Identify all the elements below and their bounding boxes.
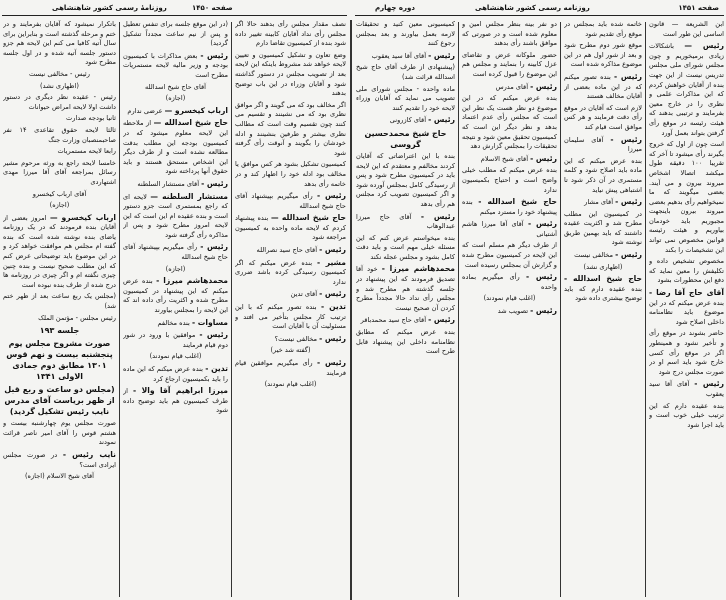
section-heading: جلسه ۱۹۳ bbox=[39, 326, 80, 336]
paragraph: بنده عرض میکنم که مطابق نظامنامه داخلی این پیشنهاد قابل طرح است bbox=[356, 328, 455, 356]
speech-text: آقای آقا سید یعقوب bbox=[649, 380, 724, 398]
speech-text: از طرف کمیسیون هم باید توضیح داده شود bbox=[123, 387, 228, 415]
speech-text: بنده پیشنهاد خود را مسترد میکنم bbox=[462, 198, 557, 216]
session-label: دوره چهارم bbox=[375, 4, 415, 12]
speech-text: بنده عقیده دارم که باید توضیح بیشتری داده شود bbox=[564, 284, 642, 303]
speech-text: رأی میگیریم بپیشنهاد آقای حاج شیخ اسدالله bbox=[123, 243, 228, 262]
centered-note: (گفته شد خیر) bbox=[270, 346, 311, 355]
speaker-name: رئیس - bbox=[317, 191, 346, 201]
paragraph bbox=[123, 51, 228, 81]
paragraph bbox=[356, 264, 455, 313]
paragraph: ثانیا بودجه صدارت bbox=[66, 114, 116, 123]
speech-text: بعض مذاکرات با کمیسیون بودجه و وزیر مالیه لایحه مستمریات مطرح است bbox=[123, 51, 228, 79]
paragraph: بنده عرض میکنم که در این موضوع دو نظر هست یک نظر این است که مجلس رأی عدم اعتماد بدهد و نظر دیگر این است که کمیسیون تحقیق معین شود و نتیجه تحقیقات را بمجلس گزارش دهد bbox=[462, 94, 557, 151]
speech-text: آقای حاج سید نصرالله bbox=[256, 246, 320, 255]
speech-text: آقای حاج میرزا عبدالوهاب bbox=[356, 212, 455, 231]
speech-text: لایحه ای که راجع بمستمری است جزو دستور است و بنده عقیده ام این است که این لایحه امروز مطرح شود و پس از مذاکره رأی گرفته شود bbox=[123, 192, 228, 239]
speaker-name: رئیس - bbox=[530, 306, 557, 316]
text-column-1 bbox=[3, 20, 116, 598]
speech-text: تصویب شد bbox=[497, 307, 531, 316]
paragraph: بنده میخواستم عرض کنم که این مسئله خیلی مهم است و باید دقت کامل بشود و مجلس عجله نکند bbox=[356, 233, 455, 261]
paragraph bbox=[123, 242, 228, 262]
speech-text: خود آقا تصدیق فرمودند که این پیشنهاد در جلسه گذشته هم مطرح شد و مجلس رأی نداد حالا مجدداً مطرح کردن آن صحیح نیست bbox=[356, 265, 455, 312]
speech-text: آقای حاج سید محمدباقر bbox=[360, 316, 429, 325]
speaker-name: محمدهاشم میرزا - bbox=[156, 276, 228, 286]
paragraph bbox=[462, 154, 557, 165]
speaker-name: ارباب کیخسرو — bbox=[164, 105, 228, 115]
left-page-number: صفحه ۱۴۵۰ bbox=[192, 4, 233, 12]
paragraph bbox=[3, 450, 116, 470]
paragraph: وضع تعاون و تشکیل کمیسیون و تعیین لایحه خواهد شد مشروط باینکه این لایحه بعد از تصویب مجلس در دستور گذاشته شود و آقایان وزراء در این باب توضیح بدهند bbox=[235, 50, 346, 98]
paragraph bbox=[462, 306, 557, 317]
paragraph bbox=[235, 334, 346, 345]
text-column-3 bbox=[235, 20, 346, 598]
paragraph: دو نفر بینه بنظر مجلس امین و معلوم شده است و در صورتی که موافق باشند رأی بدهند bbox=[462, 20, 557, 48]
paragraph: (پیشنهادی از طرف آقای حاج شیخ اسدالله قرائت شد) bbox=[356, 63, 455, 81]
speaker-name: رئیس - bbox=[200, 242, 228, 252]
speaker-name: رئیس - bbox=[694, 379, 724, 389]
paragraph bbox=[3, 213, 116, 291]
paragraph bbox=[123, 318, 228, 329]
paragraph: نصف مقدار مجلس رأی بدهند حالا اگر مجلس رأی نداد آقایان کابینه تغییر داده شود بنده از کمیسیون تقاضا دارم bbox=[235, 20, 346, 48]
speaker-name: حاج شیخ اسدالله — bbox=[153, 118, 228, 128]
paragraph bbox=[564, 72, 642, 102]
paragraph bbox=[123, 386, 228, 416]
speaker-name: رئیس - bbox=[525, 272, 557, 282]
text-column-4 bbox=[356, 20, 455, 598]
paragraph bbox=[235, 191, 346, 211]
speaker-name: رئیس - bbox=[614, 71, 642, 81]
centered-note: آقای شیخ الاسلام (اجازه) bbox=[24, 472, 95, 481]
speaker-name: رئیس - bbox=[201, 178, 228, 188]
paragraph bbox=[235, 302, 346, 332]
paragraph: حاضر بشوند در موقع رأی و تأخیر نشود و همینطور اگر در موقع رأی کسی خارج شود باید اسم او در صورت مجلس درج شود bbox=[649, 329, 724, 376]
speaker-name: مشیر - bbox=[317, 257, 346, 267]
speech-text: رأی میگیریم بپیشنهاد آقای حاج شیخ اسدالله bbox=[235, 192, 346, 210]
centered-note: (اجازه) bbox=[165, 94, 186, 103]
paragraph: باتکرار نمیشود که آقایان بفرمایند و در ختم و مرحله گذشته است و بنابراین برای سال آتیه کافیا می کنم این لایحه هم جزو دستور جلسه آتیه شده و در اول جلسه مطرح شود bbox=[3, 20, 116, 67]
speaker-name: رئیس — bbox=[684, 41, 724, 51]
speaker-name: ارباب کیخسرو — bbox=[49, 212, 116, 222]
speaker-name: رئیس - bbox=[316, 358, 346, 367]
paragraph bbox=[564, 274, 642, 304]
text-column-6 bbox=[564, 20, 642, 598]
paragraph: از طرف دیگر هم مسلم است که این لایحه در کمیسیون مطرح شده و گزارش آن بمجلس رسیده است bbox=[462, 241, 557, 269]
paragraph bbox=[123, 179, 228, 190]
paragraph bbox=[235, 258, 346, 288]
paragraph bbox=[123, 192, 228, 241]
centered-note: (اجازه) bbox=[49, 201, 70, 210]
left-page-header bbox=[2, 2, 347, 16]
speaker-name: محمدهاشم میرزا - bbox=[381, 264, 455, 274]
paragraph: خامسا لایحه راجع به ورثه مرحوم مشیر رسائل بمراجعه آقای آقا میرزا مهدی اشتهاردی bbox=[3, 158, 116, 186]
right-page-header bbox=[355, 2, 724, 16]
speech-text: آقای شیخ الاسلام bbox=[480, 154, 531, 163]
paragraph: صورت مجلس یوم چهارشنبه بیست و هشتم قوس را آقای امیر ناصر قرائت نمودند bbox=[3, 419, 116, 447]
speech-text: عرضی ندارم bbox=[127, 106, 165, 115]
speech-text: آقای مشار bbox=[584, 198, 616, 207]
section-heading: صورت مشروح مجلس یوم پنجشنبه بیست و نهم قوس ۱۳۰۱ مطابق دوم جمادی الاولی ۱۳۴۱ bbox=[6, 339, 113, 382]
speaker-name: حاج شیخ اسدالله - bbox=[564, 274, 642, 284]
paragraph bbox=[123, 276, 228, 315]
paragraph: ثالثا لایحه حقوق تقاعدی ۱۴ نفر صاحبمنصبان وزارت جنگ bbox=[3, 125, 116, 144]
speaker-name: رئیس - bbox=[319, 333, 346, 343]
section-heading: حاج شیخ محمدحسین گروسی bbox=[364, 128, 447, 149]
speaker-name: رئیس - bbox=[527, 219, 557, 229]
speech-text: مخالفی نیست؟ bbox=[274, 334, 320, 343]
speech-text: آقای مستشار السلطنه bbox=[137, 179, 202, 188]
paragraph bbox=[123, 106, 228, 117]
paragraph bbox=[123, 330, 228, 350]
paragraph: ابن الشریعه — قانون اساسی این طور است bbox=[649, 20, 724, 38]
speaker-name: رئیس - bbox=[428, 315, 455, 325]
paragraph bbox=[356, 315, 455, 326]
paragraph bbox=[356, 115, 455, 126]
paragraph bbox=[649, 379, 724, 399]
speaker-name: مستشار السلطنه — bbox=[150, 191, 228, 201]
speech-text: بنده تصور میکنم که در این ماده بعضی از آقایان مخالف هستند bbox=[564, 72, 642, 101]
speech-text: رأی میگیریم بماده واحده bbox=[462, 273, 557, 291]
speaker-name: رئیس - bbox=[319, 289, 346, 299]
speech-text: بنده عرض میکنم که در این موضوع باید نظامنامه داخلی اصلاح شود bbox=[649, 298, 724, 326]
paragraph bbox=[462, 82, 557, 93]
speaker-name: رئیس - bbox=[610, 134, 642, 144]
speaker-name: حاج شیخ اسدالله - bbox=[478, 197, 557, 207]
speech-text: بنده تصور میکنم که با این ترتیب کار مجلس بتأخیر می افتد و مسئولیت آن با آقایان است bbox=[235, 303, 346, 331]
centered-note: (اغلب قیام نمودند) bbox=[264, 380, 317, 389]
paragraph: لازم است که آقایان در موقع رأی دقت فرمایند و هر کس موافق است قیام کند bbox=[564, 103, 642, 131]
speaker-name: مساوات - bbox=[191, 317, 228, 327]
paragraph: بنده عقیده دارم که این ترتیب خیلی خوب است و باید اجرا شود bbox=[649, 401, 724, 429]
paragraph bbox=[462, 272, 557, 292]
paragraph bbox=[356, 51, 455, 62]
centered-note: (اجازه) bbox=[165, 264, 186, 273]
speech-text: آقای آقا میرزا هاشم آشتیانی bbox=[462, 220, 557, 238]
speaker-name: تدین - bbox=[205, 364, 228, 373]
paragraph: کمیسیون تشکیل بشود هر کس موافق یا مخالف بود ادله خود را اظهار کند و در خاتمه رأی بدهد bbox=[235, 160, 346, 188]
centered-note: (اغلب قیام نمودند) bbox=[149, 352, 202, 361]
paragraph: موقع شور دوم مطرح شود و بعد از شور اول هم در این موضوع مذاکره شده است bbox=[564, 41, 642, 69]
paragraph bbox=[564, 135, 642, 155]
column-rule bbox=[645, 22, 646, 597]
speech-text: آقای کازرونی bbox=[389, 116, 429, 125]
paragraph: بنده عرض میکنم که این ماده باید اصلاح شود و کلمه مستمری در آن ذکر شود تا اشتباهی پیش نیاید bbox=[564, 156, 642, 194]
paragraph: حضور ملوکانه عرض و تقاضای عزل کابینه را بنمایند و مجلس هم این موضوع را قبول کرده است bbox=[462, 50, 557, 78]
paragraph: (مجلس یک ربع ساعت بعد از ظهر ختم شد) bbox=[3, 292, 116, 311]
speech-text: موافقین با ورود در شور دوم قیام فرمایند bbox=[123, 331, 228, 349]
paragraph bbox=[235, 289, 346, 300]
speaker-name: رئیس - bbox=[200, 50, 228, 60]
paragraph: است چون از اول که خروج بگیرند رأی میشود تا آخر که تقریبا ۱۰۰ دقیقه طول میکشد اتصالا اشخاص میروند بیرون و می آیند. بعضی میگویند که ما نمیخواهیم رأی بدهیم بعضی میروند بیرون باینجهت مجبوریم باید خودمان بیاوریم و هیئت رئیسه قوانین مخصوص نمی تواند این تشخیصات را بکند bbox=[649, 140, 724, 254]
text-column-7 bbox=[649, 20, 724, 598]
speech-text: مخالفی نیست bbox=[574, 251, 616, 260]
paragraph: رابعا لایحه مستمریات bbox=[57, 147, 116, 156]
paragraph: بنده عرض میکنم که مطلب خیلی واضح است و احتیاج بکمیسیون ندارد bbox=[462, 166, 557, 194]
paragraph bbox=[462, 197, 557, 217]
speaker-name: رئیس - bbox=[530, 81, 557, 91]
paragraph bbox=[235, 245, 346, 256]
speech-text: رأی میگیریم موافقین قیام فرمایند bbox=[235, 359, 346, 377]
speaker-name: رئیس - bbox=[420, 211, 455, 221]
left-page-title: روزنامهٔ رسمی کشور شاهنشاهی bbox=[52, 4, 167, 12]
paragraph bbox=[564, 197, 642, 208]
right-page-number: صفحه ۱۴۵۱ bbox=[678, 4, 719, 12]
paragraph bbox=[123, 118, 228, 177]
speaker-name: رئیس - bbox=[428, 50, 455, 60]
column-rule bbox=[560, 22, 561, 597]
speaker-name: نایب رئیس - bbox=[62, 450, 116, 459]
speaker-name: رئیس - bbox=[319, 245, 346, 255]
right-page-title: روزنامه رسمی کشور شاهنشاهی bbox=[475, 4, 590, 12]
speaker-name: میرزا ابراهیم آقا والا - bbox=[132, 386, 228, 396]
paragraph: خاتمه شده باید بمجلس در موقع رأی تقدیم شود bbox=[564, 20, 642, 38]
paragraph bbox=[649, 288, 724, 327]
text-column-5 bbox=[462, 20, 557, 598]
paragraph bbox=[235, 213, 346, 243]
centered-note: (اظهاری نشد) bbox=[583, 262, 623, 271]
centered-note: آقای ارباب کیخسرو bbox=[32, 189, 87, 198]
centered-note: آقای حاج شیخ اسدالله bbox=[145, 82, 206, 91]
paragraph: کمیسیونی معین کنید و تحقیقات لازمه بعمل بیاورند و بعد بمجلس رجوع کنند bbox=[356, 20, 455, 48]
centered-note: رئیس - مخالفی نیست bbox=[29, 69, 90, 78]
paragraph bbox=[564, 250, 642, 261]
speech-text: از ملاحظه این لایحه معلوم میشود که در کمیسیون بودجه این مطلب بدقت مطالعه نشده است و از طرف دیگر این اشخاص مستحق هستند و باید حقوق آنها پرداخته شود bbox=[123, 119, 228, 176]
speech-text: باشکالات زیادی برمیخوریم و چون مجلس شورای ملی مجلس تدریس نیست از این جهت بنده از آقایان خواهش کردم که این مذاکرات علمی و نظری را در خارج معین بفرمایند و ترتیبی بدهند که هیئت رئیسه در موقع رأی گرفتن بتواند بعمل آورد bbox=[649, 42, 724, 137]
centered-note: (اغلب قیام نمودند) bbox=[483, 294, 536, 303]
paragraph bbox=[123, 364, 228, 384]
speaker-name: رئیس - bbox=[530, 153, 557, 163]
paragraph bbox=[235, 358, 346, 378]
paragraph: ماده واحده - مجلس شورای ملی تصویب می نماید که آقایان وزراء لایحه خود را تقدیم کنند bbox=[356, 84, 455, 112]
speech-text: بنده عرض میکنم که این پیشنهاد در کمیسیون مطرح شده و اکثریت رأی داده اند که این لایحه را بمجلس بیاورند bbox=[123, 277, 228, 315]
speech-text: آقای مدرس bbox=[495, 82, 531, 91]
paragraph: اگر مخالف بود که می گویند و اگر موافق نظری بود که می نشینند و تقسیم می کنند چون تقسیم وقت است که مطالب نظری بیشتر و طرفین بنشینند و ادله خودشان را بگویند و آنوقت رأی گرفته شود bbox=[235, 100, 346, 157]
speech-text: بنده عرض میکنم که این ماده را باید بکمیسیون ارجاع کرد bbox=[123, 365, 228, 383]
speaker-name: رئیس - bbox=[199, 330, 228, 340]
paragraph: (در این موقع جلسه برای تنفس تعطیل و پس از نیم ساعت مجدداً تشکیل گردید) bbox=[123, 20, 228, 48]
paragraph: رئیس مجلس - مؤتمن الملک bbox=[38, 313, 116, 322]
centered-note: (اظهاری نشد) bbox=[40, 81, 79, 90]
paragraph: مخصوص تشخیص داده و تکلیفش را معین نماید که دفع این محظورات بشود bbox=[649, 257, 724, 285]
speaker-name: رئیس - bbox=[615, 197, 642, 207]
paragraph: در کمیسیون این مطلب مطرح شد و اکثریت عقیده داشتند که باید بهمین طریق نوشته شود bbox=[564, 209, 642, 247]
speaker-name: حاج شیخ اسدالله — bbox=[270, 213, 346, 223]
speech-text: آقای آقا سید یعقوب bbox=[371, 51, 429, 60]
page-gutter bbox=[350, 20, 352, 600]
paragraph bbox=[356, 212, 455, 232]
speech-text: امروز بعضی از آقایان بنده فرمودند که در یک روزنامه یاضای بنده نوشته شده است که بنده گفته ام مجلس هم موافقت خواهد کرد و در این موضوع باید توضیحاتی عرض کنم که این مطلب صحیح نیست و بنده چنین چیزی نگفته ام و اگر چیزی در روزنامه ها درج شده از طرف بنده نبوده است bbox=[3, 213, 116, 289]
section-heading: (مجلس دو ساعت و ربع قبل از ظهر بریاست آقای مدرس نایب رئیس تشکیل گردید) bbox=[4, 385, 115, 417]
paragraph bbox=[649, 41, 724, 138]
column-rule bbox=[458, 22, 459, 597]
paragraph: بنده با این اعتراضاتی که آقایان کردند مخالفم و معتقدم که این لایحه باید در کمیسیون مطرح شود و پس از رسیدگی کامل بمجلس آورده شود و اگر کمیسیون تصویب کرد مجلس هم رأی بدهد bbox=[356, 151, 455, 208]
speech-text: بنده عرض میکنم که اگر کمیسیون رسیدگی کرده باشد ضرری ندارد bbox=[235, 258, 346, 286]
speaker-name: آقای حاج آقا رضا - bbox=[649, 288, 724, 298]
speech-text: بنده مخالفم bbox=[157, 318, 192, 327]
paragraph bbox=[462, 219, 557, 239]
speech-text: آقای تدین bbox=[290, 290, 320, 299]
column-rule bbox=[119, 22, 120, 597]
speech-text: آقای سلیمان میرزا bbox=[564, 135, 642, 154]
text-column-2 bbox=[123, 20, 228, 598]
speaker-name: رئیس - bbox=[615, 250, 642, 260]
column-rule bbox=[231, 22, 232, 597]
paragraph: رئیس - عقیده نظر دیگری در دستور داشت اولا لایحه امراض حیوانات bbox=[3, 93, 116, 111]
speaker-name: تدین - bbox=[320, 302, 346, 312]
speech-text: در صورت مجلس ایرادی است؟ bbox=[3, 451, 116, 469]
speech-text: بنده پیشنهاد کردم که لایحه ماده واحده به کمیسیون مراجعه شود bbox=[235, 214, 346, 242]
speaker-name: رئیس - bbox=[428, 115, 455, 125]
